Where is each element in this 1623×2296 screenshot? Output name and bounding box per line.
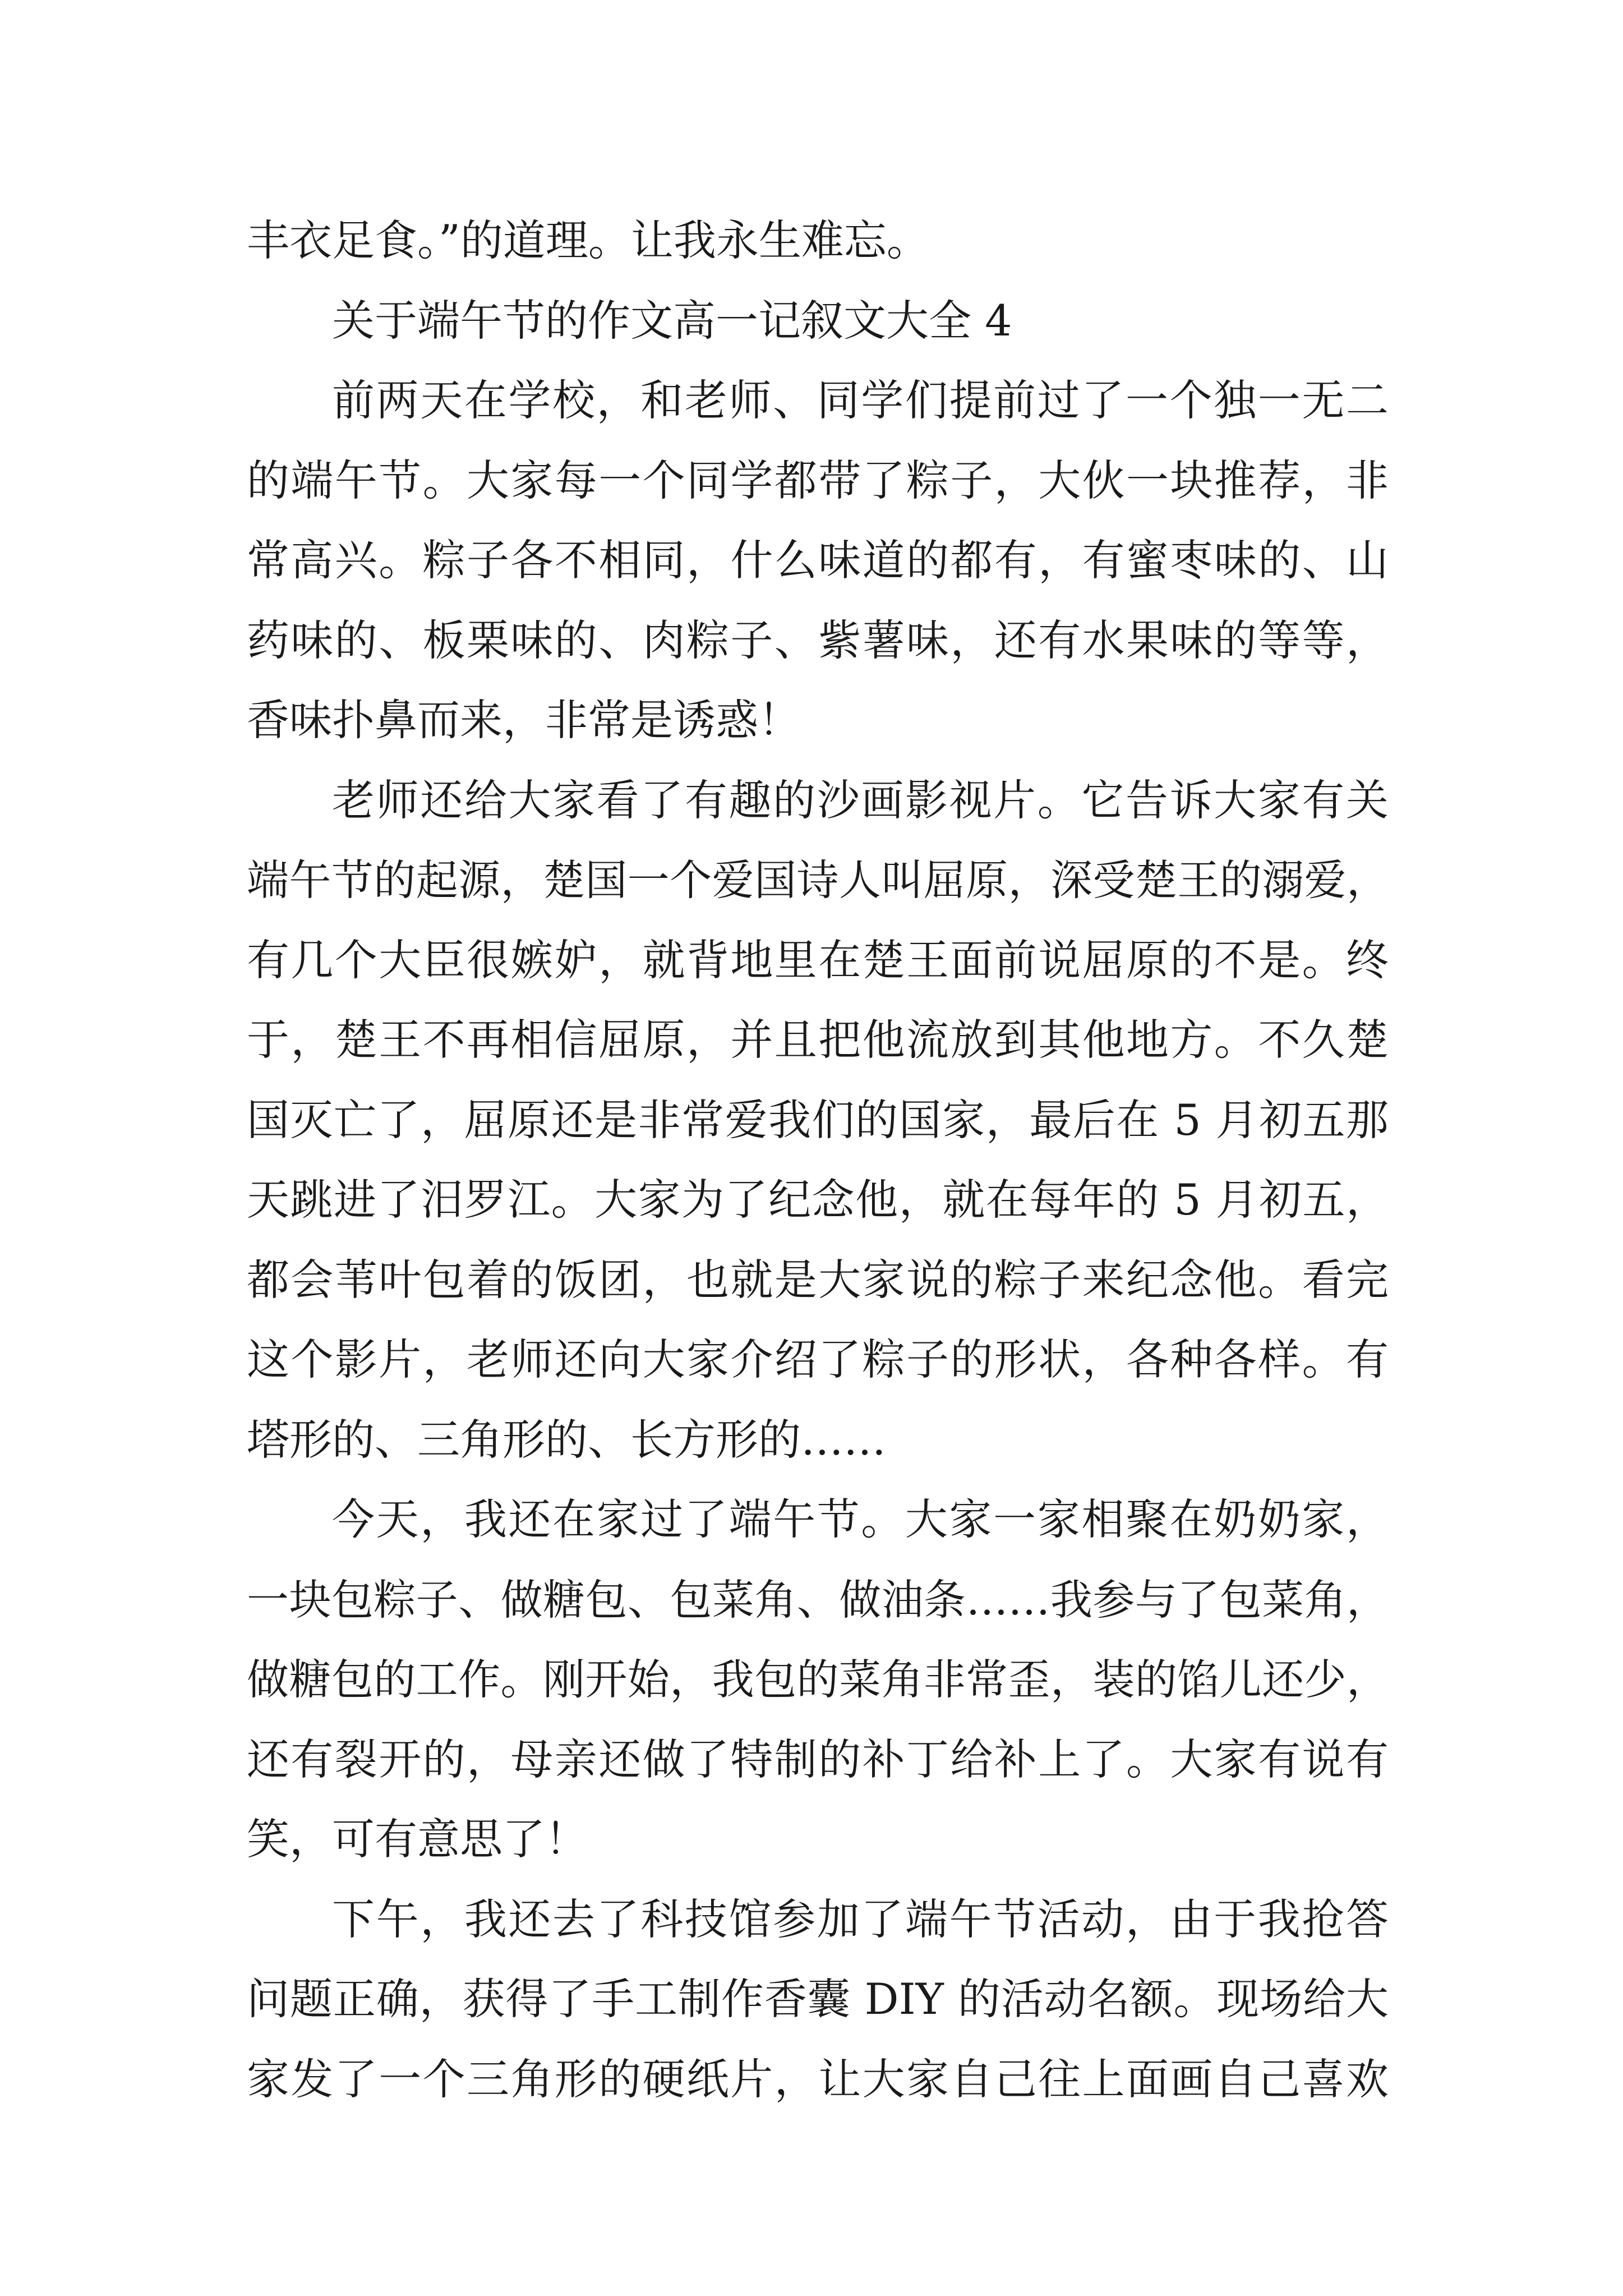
text-line: 天跳进了汨罗江。大家为了纪念他，就在每年的 5 月初五， — [247, 1175, 1389, 1225]
text-line: 都会苇叶包着的饭团，也就是大家说的粽子来纪念他。看完 — [247, 1254, 1389, 1305]
text-line: 做糖包的工作。刚开始，我包的菜角非常歪，装的馅儿还少， — [247, 1655, 1389, 1704]
text-line: 塔形的、三角形的、长方形的…… — [247, 1414, 886, 1465]
paragraph-5 — [247, 1480, 1389, 1880]
paragraph-6 — [247, 1880, 1389, 2120]
text-line: 药味的、板栗味的、肉粽子、紫薯味，还有水果味的等等， — [247, 615, 1389, 665]
text-line: 香味扑鼻而来，非常是诱惑！ — [247, 695, 801, 745]
text-line: 常高兴。粽子各不相同，什么味道的都有，有蜜枣味的、山 — [247, 535, 1389, 585]
paragraph-3 — [247, 361, 1389, 761]
text-line: 国灭亡了，屈原还是非常爱我们的国家，最后在 5 月初五那 — [247, 1094, 1389, 1145]
paragraph-4 — [247, 761, 1389, 1480]
text-line: 有几个大臣很嫉妒，就背地里在楚王面前说屈原的不是。终 — [247, 935, 1389, 985]
heading-line: 关于端午节的作文高一记叙文大全 4 — [332, 295, 1012, 346]
paragraph-1 — [247, 201, 1389, 281]
text-line: 这个影片，老师还向大家介绍了粽子的形状，各种各样。有 — [247, 1335, 1389, 1384]
document-body — [247, 201, 1389, 2119]
text-line: 于，楚王不再相信屈原，并且把他流放到其他地方。不久楚 — [247, 1015, 1389, 1065]
text-line: 下午，我还去了科技馆参加了端午节活动，由于我抢答 — [332, 1894, 1389, 1944]
text-line: 还有裂开的，母亲还做了特制的补丁给补上了。大家有说有 — [247, 1734, 1389, 1784]
text-line: 前两天在学校，和老师、同学们提前过了一个独一无二 — [332, 375, 1389, 425]
text-line: 丰衣足食。”的道理。让我永生难忘。 — [247, 215, 929, 265]
text-line: 老师还给大家看了有趣的沙画影视片。它告诉大家有关 — [332, 775, 1389, 825]
text-line: 问题正确，获得了手工制作香囊 DIY 的活动名额。现场给大 — [247, 1974, 1389, 2024]
text-line: 一块包粽子、做糖包、包菜角、做油条……我参与了包菜角， — [247, 1575, 1389, 1625]
section-heading — [247, 281, 1389, 361]
text-line: 的端午节。大家每一个同学都带了粽子，大伙一块推荐，非 — [247, 455, 1389, 505]
text-line: 今天，我还在家过了端午节。大家一家相聚在奶奶家， — [332, 1494, 1389, 1544]
text-line: 家发了一个三角形的硬纸片，让大家自己往上面画自己喜欢 — [247, 2054, 1389, 2104]
text-line: 笑，可有意思了！ — [247, 1814, 588, 1864]
text-line: 端午节的起源，楚国一个爱国诗人叫屈原，深受楚王的溺爱， — [247, 855, 1389, 905]
